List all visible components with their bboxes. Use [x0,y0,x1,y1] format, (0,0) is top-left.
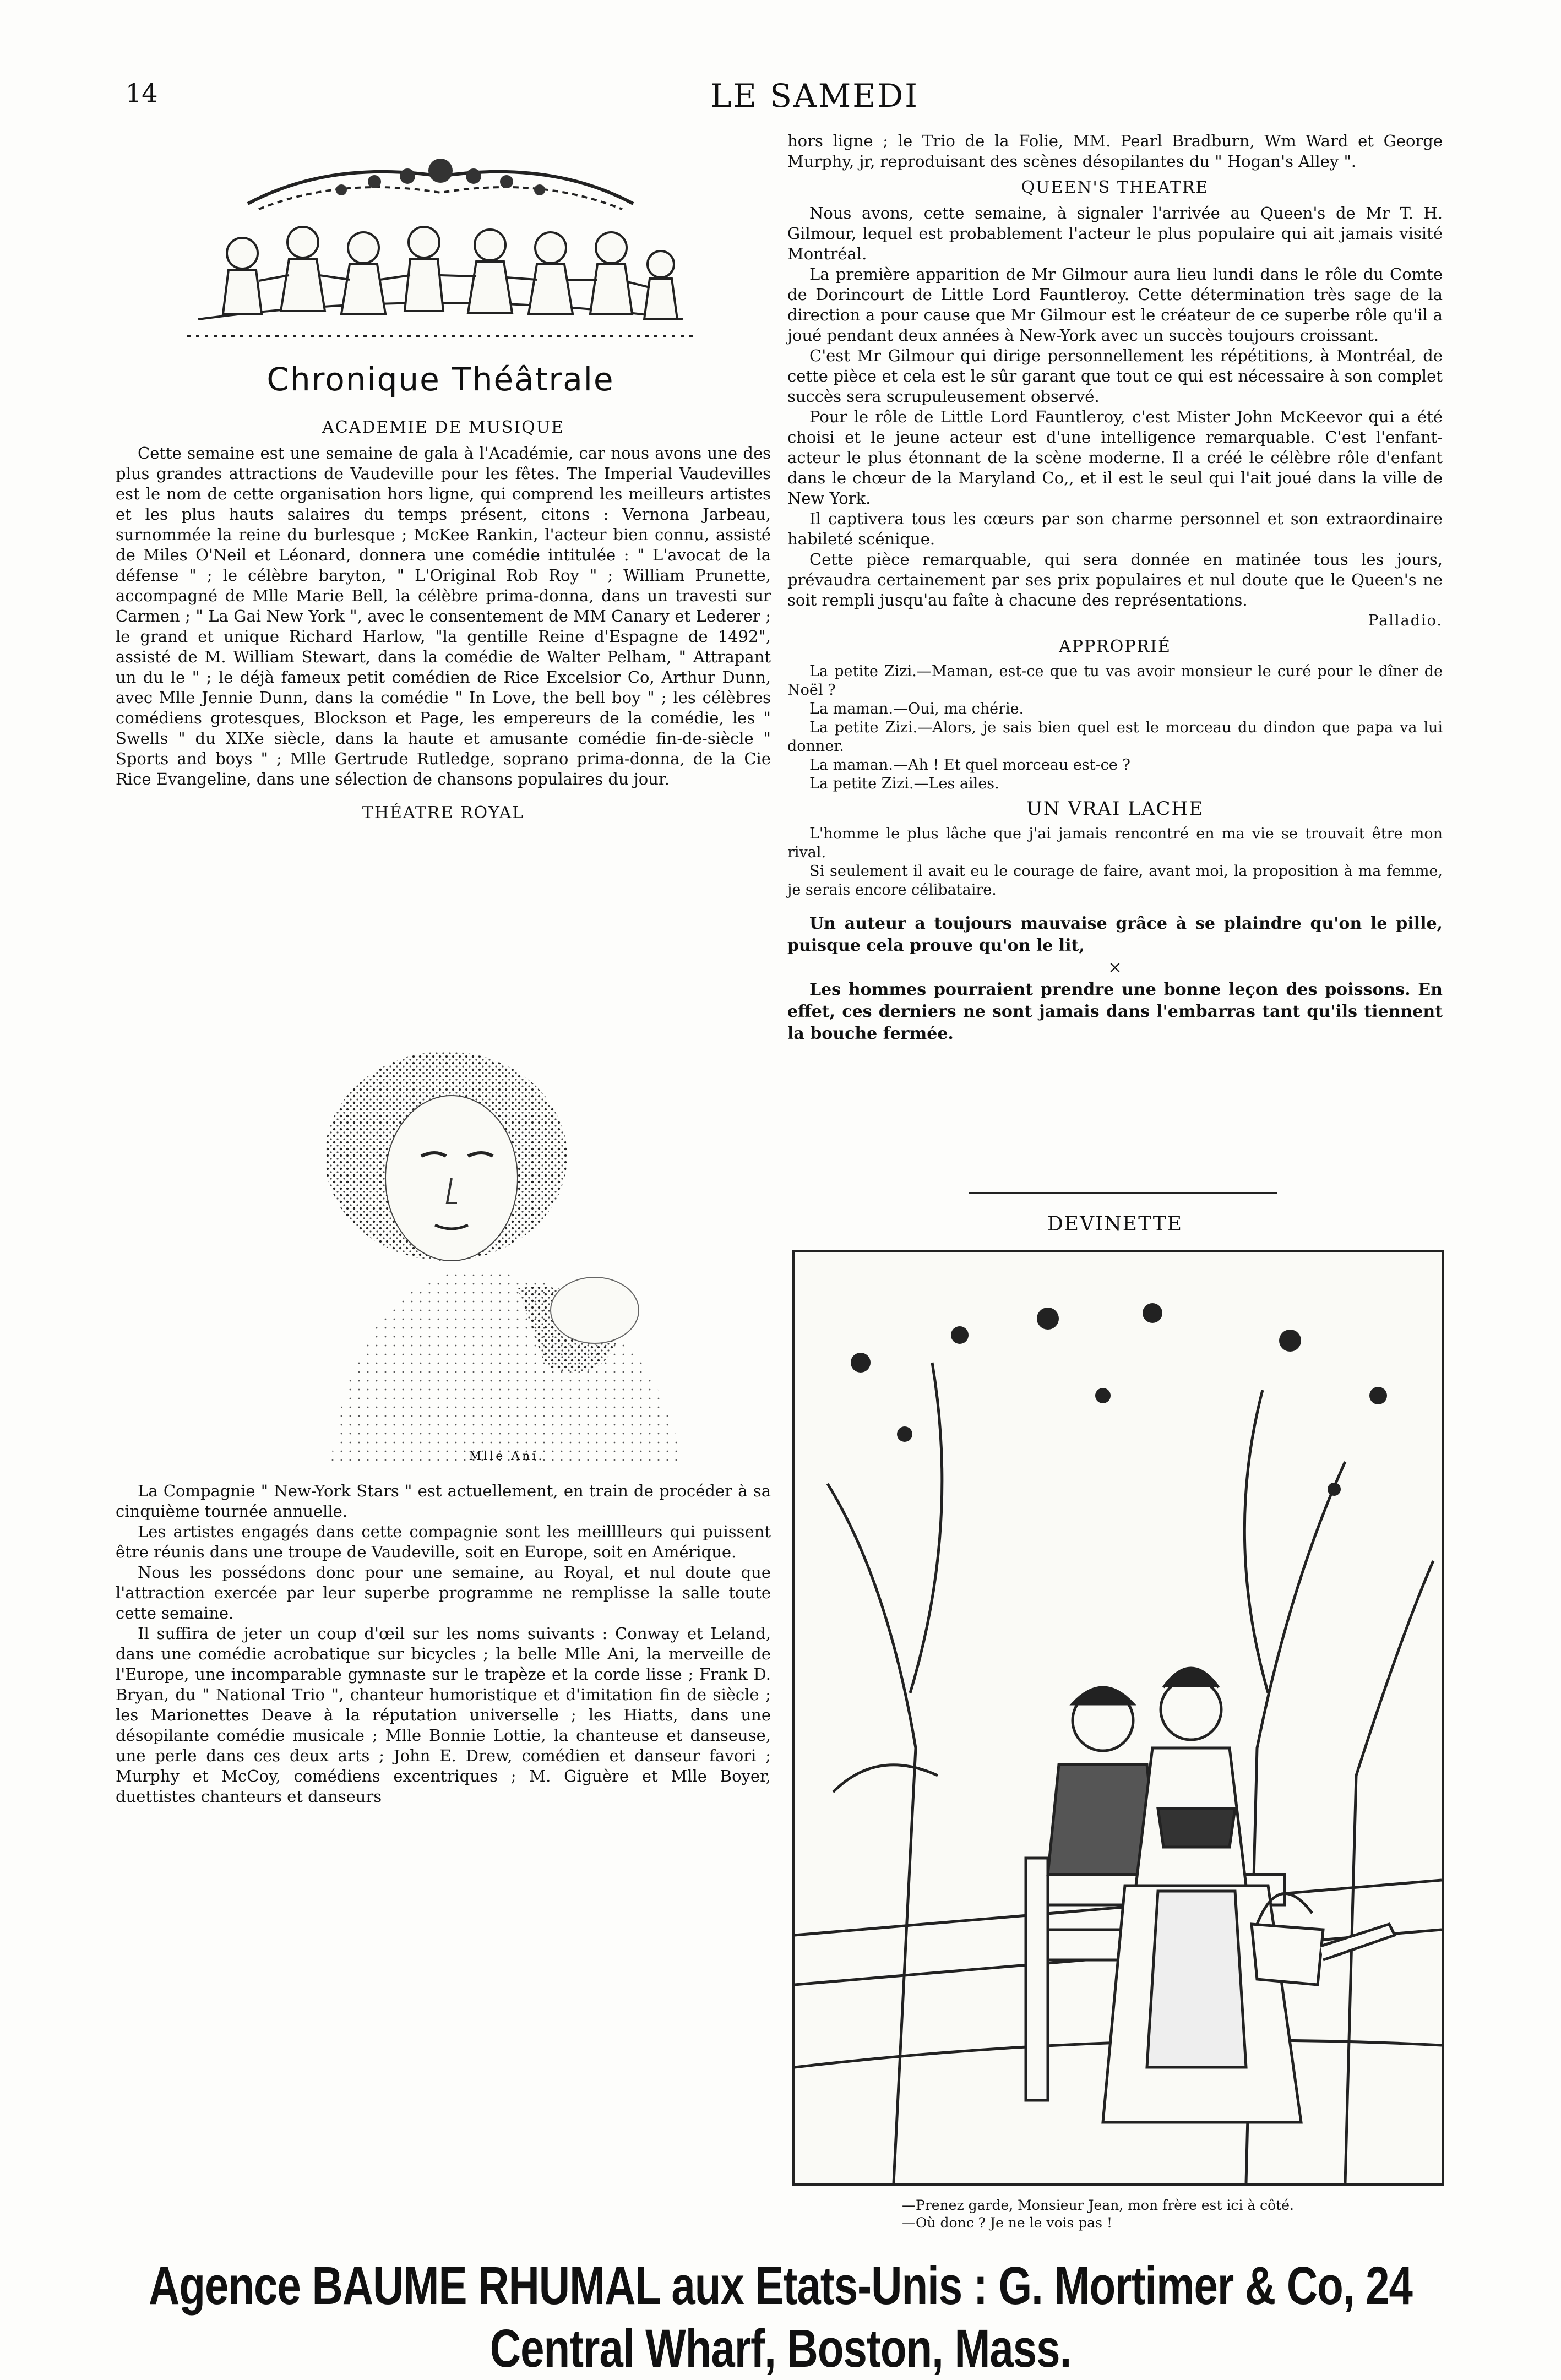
advertisement-banner: Agence BAUME RHUMAL aux Etats-Unis : G. Mortimer & Co, 24 Central Wharf, Boston, Mass. [149,2255,1412,2378]
portrait-illustration [286,1035,727,1464]
separator-mark: × [1108,958,1122,977]
royal-paragraph-2: Les artistes engagés dans cette compagnie sont les meilllleurs qui puissent être réunis dans une troupe de Vaudeville, soit en Europe, soit en Amérique. [116,1522,771,1561]
approprie-dialog [787,662,1443,793]
academie-heading: ACADEMIE DE MUSIQUE [322,418,564,437]
queens-paragraph-3: C'est Mr Gilmour qui dirige personnellement les répétitions, à Montréal, de cette pièce et cela est le sûr garant que tout ce qui est nécessaire à son complet succès sera scrupuleusement observé. [787,346,1443,406]
dialog-line: La petite Zizi.—Maman, est-ce que tu vas avoir monsieur le curé pour le dîner de Noël ? [787,663,1443,699]
queens-paragraph-4: Pour le rôle de Little Lord Fauntleroy, c'est Mister John McKeevor qui a été choisi et le jeune acteur est d'une intelligence remarquable. C'est l'enfant-acteur le plus étonnant de la scène moderne. Il a créé le célèbre rôle d'enfant dans le chœur de la Maryland Co,, et il est le seul qui l'ait joué dans la ville de New York. [787,407,1443,508]
signature: Palladio. [1368,612,1443,629]
page-number: 14 [126,78,158,108]
left-column-bottom [116,1481,771,1807]
section-rule [969,1192,1277,1194]
children-garland-illustration [165,138,716,347]
lache-text [787,825,1443,900]
chronicle-title: Chronique Théâtrale [266,361,614,398]
lache-paragraph-1: L'homme le plus lâche que j'ai jamais rencontré en ma vie se trouvait être mon rival. [787,825,1443,861]
dialog-line: La petite Zizi.—Les ailes. [809,775,999,792]
approprie-heading: APPROPRIÉ [1059,637,1171,656]
devinette-caption-line-2: —Où donc ? Je ne le vois pas ! [902,2215,1113,2231]
devinette-caption [792,2197,1439,2232]
portrait-caption: Mlle Ani. [469,1450,545,1463]
queens-paragraph-1: Nous avons, cette semaine, à signaler l'arrivée au Queen's de Mr T. H. Gilmour, lequel est probablement l'acteur le plus populaire qui ait jamais visité Montréal. [787,204,1443,263]
royal-paragraph-1: La Compagnie " New-York Stars " est actuellement, en train de procéder à sa cinquième tournée annuelle. [116,1482,771,1521]
dialog-line: La petite Zizi.—Alors, je sais bien quel est le morceau du dindon que papa va lui donner. [787,719,1443,755]
lache-paragraph-2: Si seulement il avait eu le courage de faire, avant moi, la proposition à ma femme, je serais encore célibataire. [787,863,1443,898]
running-head: LE SAMEDI [710,77,920,115]
maxims [787,913,1443,1045]
queens-paragraph-5: Il captivera tous les cœurs par son charme personnel et son extraordinaire habileté scénique. [787,509,1443,548]
royal-heading: THÉATRE ROYAL [362,803,525,823]
devinette-heading: DEVINETTE [1047,1213,1183,1235]
queens-paragraph-2: La première apparition de Mr Gilmour aura lieu lundi dans le rôle du Comte de Dorincourt de Little Lord Fauntleroy. Cette détermination très sage de la direction a pour cause que Mr Gilmour est le créateur de ce superbe rôle qu'il a joué pendant deux années à New-York avec un succès toujours croissant. [787,265,1443,345]
continued-paragraph: hors ligne ; le Trio de la Folie, MM. Pearl Bradburn, Wm Ward et George Murphy, jr, reproduisant des scènes désopilantes du " Hogan's Alley ". [787,132,1443,171]
maxim-1: Un auteur a toujours mauvaise grâce à se plaindre qu'on le pille, puisque cela prouve qu'on le lit, [787,914,1443,955]
lache-heading: UN VRAI LACHE [1026,798,1204,820]
royal-paragraph-4: Il suffira de jeter un coup d'œil sur les noms suivants : Conway et Leland, dans une comédie acrobatique sur bicycles ; la belle Mlle Ani, la merveille de l'Europe, une incomparable gymnaste sur le trapèze et la corde lisse ; Frank D. Bryan, du " National Trio ", chanteur humoristique et d'imitation fin de siècle ; les Marionettes Deave à la réputation universelle ; les Hiatts, dans une désopilante comédie musicale ; Mlle Bonnie Lottie, la chanteuse et danseuse, une perle dans ces deux arts ; John E. Drew, comédien et danseur favori ; Murphy et McCoy, comédiens excentriques ; M. Giguère et Mlle Boyer, duettistes chanteurs et danseurs [116,1624,771,1806]
devinette-caption-line-1: —Prenez garde, Monsieur Jean, mon frère est ici à côté. [902,2197,1294,2213]
maxim-2: Les hommes pourraient prendre une bonne leçon des poissons. En effet, ces derniers ne sont jamais dans l'embarras tant qu'ils tiennent la bouche fermée. [787,980,1443,1043]
dialog-line: La maman.—Ah ! Et quel morceau est-ce ? [809,756,1130,774]
devinette-illustration [795,1252,1442,2183]
dialog-line: La maman.—Oui, ma chérie. [809,700,1024,717]
devinette-illustration-frame [792,1250,1444,2186]
queens-paragraph-6: Cette pièce remarquable, qui sera donnée en matinée tous les jours, prévaudra certainement par ses prix populaires et nul doute que le Queen's ne soit rempli jusqu'au faîte à chacune des représentations. [787,550,1443,609]
royal-paragraph-3: Nous les possédons donc pour une semaine, au Royal, et nul doute que l'attraction exercée par leur superbe programme ne remplisse la salle toute cette semaine. [116,1563,771,1622]
academie-paragraph: Cette semaine est une semaine de gala à l'Académie, car nous avons une des plus grandes attractions de Vaudeville pour les fêtes. The Imperial Vaudevilles est le nom de cette organisation hors ligne, qui comprend les meilleurs artistes et les plus hauts salaires du temps présent, citons : Vernona Jarbeau, surnommée la reine du burlesque ; McKee Rankin, l'acteur bien connu, assisté de Miles O'Neil et Léonard, donnera une comédie intitulée : " L'avocat de la défense " ; le célèbre baryton, " L'Original Rob Roy " ; William Prunette, accompagné de Mlle Marie Bell, la célèbre prima-donna, dans un travesti sur Carmen ; " La Gai New York ", avec le consentement de MM Canary et Lederer ; le grand et unique Richard Harlow, "la gentille Reine d'Espagne de 1492", assisté de M. William Stewart, dans la comédie de Walter Pelham, " Attrapant un du le " ; le déjà fameux petit comédien de Rice Excelsior Co, Arthur Dunn, avec Mlle Jennie Dunn, dans la comédie " In Love, the bell boy " ; les célèbres comédiens grotesques, Blockson et Page, les empereurs de la comédie, les " Swells " du XIXe siècle, dans la haute et amusante comédie fin-de-siècle " Sports and boys " ; Mlle Gertrude Rutledge, soprano prima-donna, de la Cie Rice Evangeline, dans une sélection de chansons populaires du jour. [116,444,771,788]
left-column-top [116,412,771,829]
queens-heading: QUEEN'S THEATRE [1021,178,1209,197]
right-column [787,131,1443,1045]
